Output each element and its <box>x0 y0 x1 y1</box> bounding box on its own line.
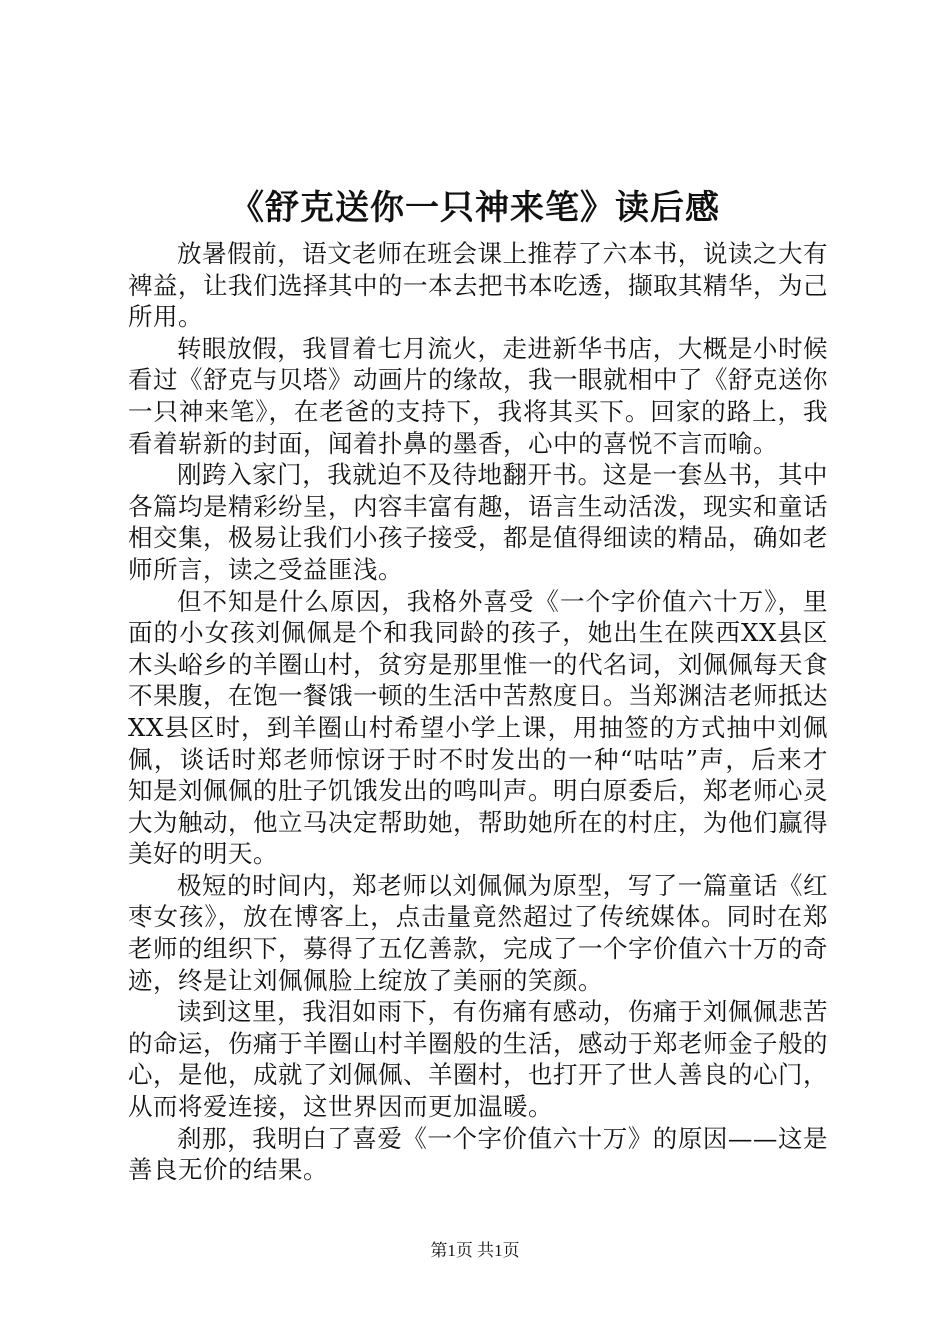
paragraph: 读到这里，我泪如雨下，有伤痛有感动，伤痛于刘佩佩悲苦的命运，伤痛于羊圈山村羊圈般的生活，感动于郑老师金子般的心，是他，成就了刘佩佩、羊圈村，也打开了世人善良的心门，从而将爱连接，这世界因而更加温暖。 <box>128 997 828 1122</box>
page-number-footer: 第1页 共1页 <box>430 1241 520 1260</box>
document-body <box>128 238 828 1186</box>
paragraph: 放暑假前，语文老师在班会课上推荐了六本书，说读之大有裨益，让我们选择其中的一本去把书本吃透，撷取其精华，为己所用。 <box>128 239 828 332</box>
paragraph: 刚跨入家门，我就迫不及待地翻开书。这是一套丛书，其中各篇均是精彩纷呈，内容丰富有趣，语言生动活泼，现实和童话相交集，极易让我们小孩子接受，都是值得细读的精品，确如老师所言，读之受益匪浅。 <box>128 460 828 584</box>
paragraph: 但不知是什么原因，我格外喜受《一个字价值六十万》，里面的小女孩刘佩佩是个和我同龄的孩子，她出生在陕西XX县区木头峪乡的羊圈山村，贫穷是那里惟一的代名词，刘佩佩每天食不果腹，在饱一餐饿一顿的生活中苦熬度日。当郑渊洁老师抵达XX县区时，到羊圈山村希望小学上课，用抽签的方式抽中刘佩佩，谈话时郑老师惊讶于时不时发出的一种“咕咕”声，后来才知是刘佩佩的肚子饥饿发出的鸣叫声。明白原委后，郑老师心灵大为触动，他立马决定帮助她，帮助她所在的村庄，为他们赢得美好的明天。 <box>128 586 828 869</box>
document-title: 《舒克送你一只神来笔》读后感 <box>230 188 720 228</box>
paragraph: 刹那，我明白了喜爱《一个字价值六十万》的原因——这是善良无价的结果。 <box>128 1123 828 1185</box>
paragraph: 极短的时间内，郑老师以刘佩佩为原型，写了一篇童话《红枣女孩》，放在博客上，点击量竟然超过了传统媒体。同时在郑老师的组织下，募得了五亿善款，完成了一个字价值六十万的奇迹，终是让刘佩佩脸上绽放了美丽的笑颜。 <box>128 870 828 995</box>
paragraph: 转眼放假，我冒着七月流火，走进新华书店，大概是小时候看过《舒克与贝塔》动画片的缘故，我一眼就相中了《舒克送你一只神来笔》，在老爸的支持下，我将其买下。回家的路上，我看着崭新的封面，闻着扑鼻的墨香，心中的喜悦不言而喻。 <box>128 333 828 458</box>
